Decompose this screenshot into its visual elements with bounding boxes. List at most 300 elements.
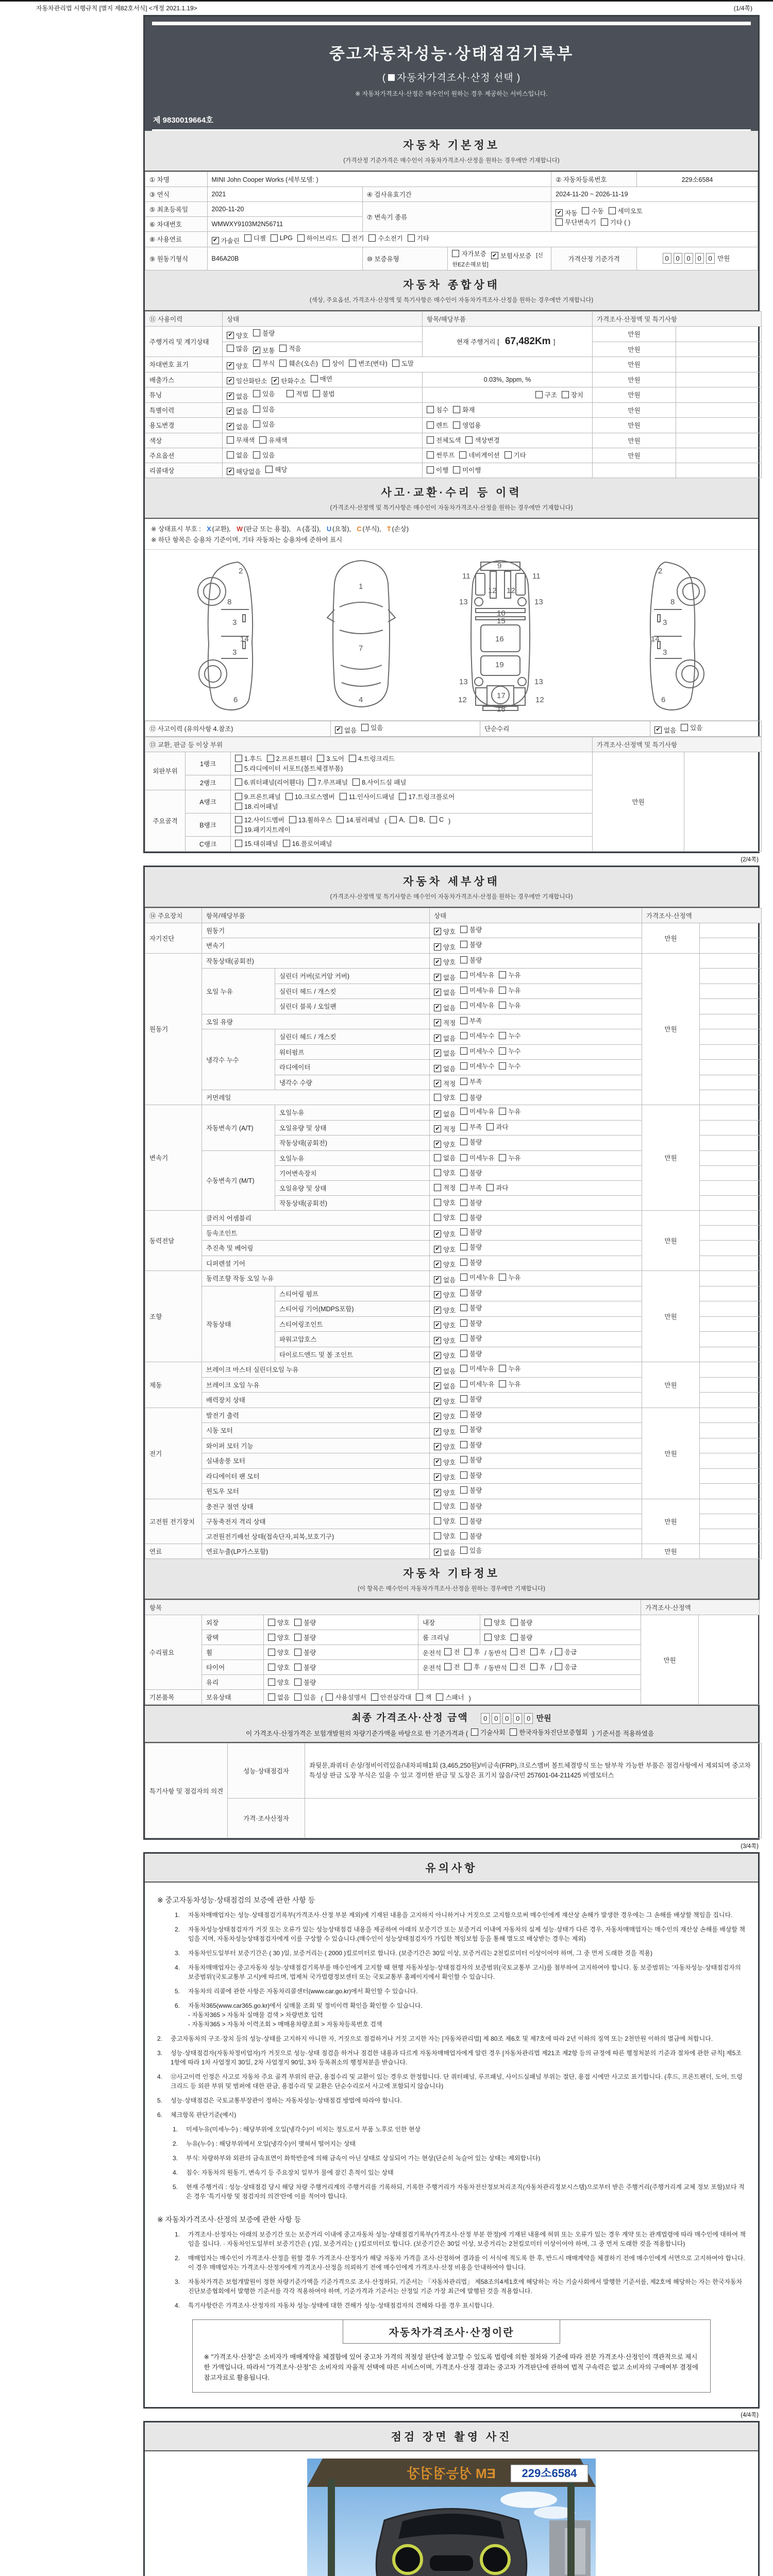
checkbox-부족[interactable] <box>460 1122 482 1131</box>
item-label: 원동기 <box>202 923 430 938</box>
checkbox-17.트렁크플로어[interactable] <box>399 792 455 801</box>
panel-number: 19 <box>495 660 504 669</box>
checkbox-부식[interactable] <box>253 359 275 368</box>
checkbox-불량[interactable] <box>460 1227 482 1236</box>
note-pre: 이 가격조사·산정가격은 보험개발원의 차량기준가액을 바탕으로 한 기준가격과 ( <box>245 1730 468 1737</box>
notice-line: 자동차365(www.car365.go.kr)에서 실매물 조회 및 정비이력 확인을 확인할 수 있습니다. <box>188 2002 423 2009</box>
checkbox-침수[interactable] <box>427 405 448 414</box>
checkbox-양호[interactable] <box>434 927 456 936</box>
checkbox-없음[interactable] <box>434 1109 456 1118</box>
checkbox-장치[interactable] <box>562 390 583 399</box>
checkbox-전[interactable] <box>444 1662 460 1671</box>
checkbox-7.루프패널[interactable] <box>308 777 348 787</box>
checkbox-없음[interactable] <box>434 1064 456 1073</box>
checkbox-누유[interactable] <box>499 986 520 995</box>
checkbox-스패너[interactable] <box>436 1692 464 1702</box>
checkbox-9.프론트패널[interactable] <box>235 792 281 801</box>
checkbox-12.사이드멤버[interactable] <box>235 815 284 824</box>
checkbox-있음[interactable] <box>253 404 275 414</box>
notes-cell <box>700 1514 762 1529</box>
checkbox-썬루프[interactable] <box>427 450 455 460</box>
checkbox-있음[interactable] <box>681 723 702 732</box>
checkbox-누유[interactable] <box>499 1153 520 1162</box>
checkbox-누유[interactable] <box>499 1364 520 1373</box>
checkbox-구조[interactable] <box>535 390 557 399</box>
checkbox-label: 불량 <box>469 1214 482 1222</box>
checkbox-기타[interactable] <box>408 233 429 243</box>
checkbox-보통[interactable] <box>253 346 275 355</box>
checkbox-불량[interactable] <box>460 1349 482 1358</box>
checkbox-양호[interactable] <box>434 1501 456 1511</box>
checkbox-불량[interactable] <box>460 1440 482 1449</box>
rank-label: C랭크 <box>186 836 231 851</box>
checkbox-label: 양호 <box>443 1459 456 1466</box>
checkbox-양호[interactable] <box>434 1442 456 1451</box>
item-label: 오일유량 및 상태 <box>275 1180 430 1195</box>
checkbox-없음[interactable] <box>434 1275 456 1284</box>
checkbox-label: 양호 <box>443 1199 456 1207</box>
checkbox-누유[interactable] <box>499 1379 520 1388</box>
checkbox-누수[interactable] <box>499 1061 520 1071</box>
row-label: 차대번호 표기 <box>145 357 223 372</box>
checkbox-없음[interactable] <box>434 1033 456 1043</box>
checkbox-불량[interactable] <box>294 1648 316 1657</box>
checkbox-기타 ( )[interactable] <box>601 217 630 227</box>
notice-line: - 자동차365 > 자동차 실매물 검색 > 차량번호 입력 <box>188 2011 323 2019</box>
row-label: 튜닝 <box>145 387 223 403</box>
checkbox-box <box>368 234 376 242</box>
sub-group-label: 작동상태 <box>202 1286 275 1362</box>
pricing-notice-text: 특기사항란은 가격조사·산정자의 자동차 성능·상태에 대한 견해가 성능·상태점검자의 견해와 다를 경우 표시합니다. <box>188 2302 494 2309</box>
notice-text: 성능·상태점검은 국토교통부장관이 정하는 자동차성능·상태점검 방법에 따라야 합니다. <box>171 2097 402 2104</box>
checkbox-양호[interactable] <box>434 1516 456 1526</box>
column-header: 항목/해당부품 <box>202 908 430 923</box>
checkbox-적정[interactable] <box>434 1079 456 1088</box>
checkbox-box <box>491 252 498 259</box>
checkbox-양호[interactable] <box>434 1412 456 1421</box>
checkbox-불량[interactable] <box>460 1093 482 1102</box>
checkbox-불량[interactable] <box>253 328 275 337</box>
checkbox-있음[interactable] <box>294 1692 316 1702</box>
checkbox-적법[interactable] <box>287 389 308 398</box>
checkbox-box <box>434 1367 441 1375</box>
checkbox-후[interactable] <box>530 1662 546 1671</box>
checkbox-양호[interactable] <box>434 1320 456 1330</box>
checkbox-16.플로어패널[interactable] <box>283 839 332 848</box>
checkbox-10.크로스멤버[interactable] <box>285 792 335 801</box>
status-options <box>430 1484 642 1499</box>
notice-text <box>188 2001 423 2029</box>
checkbox-label: 누유 <box>508 1002 521 1009</box>
overall-condition <box>145 311 762 478</box>
checkbox-무단변속기[interactable] <box>556 217 596 227</box>
header-stripe <box>152 22 751 25</box>
checkbox-양호[interactable] <box>434 1213 456 1222</box>
checkbox-있음[interactable] <box>460 1546 482 1555</box>
checkbox-label: 1.후드 <box>244 755 262 762</box>
checkbox-불량[interactable] <box>294 1633 316 1642</box>
checkbox-있음[interactable] <box>361 723 383 732</box>
item-label: 실린더 헤드 / 개스킷 <box>275 984 430 999</box>
checkbox-box <box>279 345 287 352</box>
checkbox-양호[interactable] <box>434 1427 456 1436</box>
accident-title: 사고·교환·수리 등 이력 <box>381 487 522 499</box>
checkbox-B,[interactable] <box>410 816 425 823</box>
checkbox-네비게이션[interactable] <box>459 450 499 460</box>
notes-cell <box>700 1468 762 1484</box>
checkbox-불량[interactable] <box>460 1485 482 1495</box>
checkbox-label: 있음 <box>262 452 275 459</box>
checkbox-양호[interactable] <box>434 942 456 952</box>
checkbox-후[interactable] <box>464 1662 480 1671</box>
checkbox-양호[interactable] <box>434 1458 456 1467</box>
column-header: 가격조사·산정액 및 특기사항 <box>593 737 762 752</box>
checkbox-양호[interactable] <box>434 1531 456 1540</box>
basic-info-table <box>145 172 758 270</box>
checkbox-응급[interactable] <box>555 1662 577 1671</box>
checkbox-응급[interactable] <box>555 1647 577 1656</box>
checkbox-미세누수[interactable] <box>460 1046 494 1056</box>
checkbox-없음[interactable] <box>227 392 248 401</box>
criteria-item <box>173 2125 746 2134</box>
rank-panel-line <box>235 839 588 849</box>
checkbox-양호[interactable] <box>434 1140 456 1149</box>
checkbox-box <box>267 755 274 762</box>
criteria-item <box>173 2154 746 2163</box>
checkbox-양호[interactable] <box>268 1648 290 1657</box>
checkbox-box <box>460 1259 467 1266</box>
price-digit: 0 <box>492 1713 500 1724</box>
checkbox-세미오토[interactable] <box>609 206 643 215</box>
checkbox-11.인사이드패널[interactable] <box>340 792 395 801</box>
checkbox-변조(변타)[interactable] <box>349 359 388 368</box>
checkbox-label: 양호 <box>443 1474 456 1481</box>
checkbox-전기[interactable] <box>342 233 364 243</box>
notes-cell <box>700 1165 762 1180</box>
checkbox-불량[interactable] <box>460 1137 482 1146</box>
checkbox-불량[interactable] <box>511 1633 532 1642</box>
checkbox-후[interactable] <box>464 1647 480 1656</box>
appraiser-remarks <box>305 1799 762 1838</box>
checkbox-잭[interactable] <box>416 1692 431 1702</box>
checkbox-없음[interactable] <box>434 1548 456 1557</box>
checkbox-양호[interactable] <box>434 1198 456 1207</box>
checkbox-불량[interactable] <box>460 1410 482 1419</box>
rect <box>476 688 487 705</box>
checkbox-불량[interactable] <box>294 1677 316 1687</box>
checkbox-불량[interactable] <box>460 1168 482 1177</box>
notes-cell <box>700 1180 762 1195</box>
checkbox-양호[interactable] <box>434 957 456 967</box>
checkbox-수동[interactable] <box>582 206 603 215</box>
field-label: ⑩ 보증유형 <box>362 247 448 270</box>
checkbox-기타[interactable] <box>505 450 526 460</box>
checkbox-누유[interactable] <box>499 1107 520 1116</box>
checkbox-양호[interactable] <box>268 1633 290 1642</box>
checkbox-후[interactable] <box>530 1647 546 1656</box>
checkbox-LPG[interactable] <box>271 234 293 242</box>
checkbox-불량[interactable] <box>460 1198 482 1207</box>
checkbox-label: 13.휠하우스 <box>298 816 332 824</box>
checkbox-양호[interactable] <box>268 1618 290 1627</box>
checkbox-일산화탄소[interactable] <box>227 376 267 385</box>
status-options <box>430 1060 642 1075</box>
checkbox-불량[interactable] <box>511 1618 532 1627</box>
checkbox-미세누유[interactable] <box>460 1273 494 1282</box>
checkbox-C[interactable] <box>430 816 444 823</box>
checkbox-매연[interactable] <box>311 374 332 383</box>
checkbox-box <box>427 421 434 429</box>
checkbox-label: 10.크로스멤버 <box>294 793 335 801</box>
checkbox-불량[interactable] <box>460 925 482 934</box>
checkbox-18.리어패널[interactable] <box>235 802 278 811</box>
checkbox-양호[interactable] <box>434 1336 456 1345</box>
tr <box>145 448 762 463</box>
checkbox-box <box>287 390 294 397</box>
panel-number: 13 <box>534 677 543 686</box>
status-options <box>430 938 642 954</box>
checkbox-불량[interactable] <box>460 1242 482 1251</box>
item-label: 브레이크 마스터 실린더오일 누유 <box>202 1362 430 1378</box>
notes-cell <box>684 752 762 851</box>
checkbox-해당없음[interactable] <box>227 467 261 476</box>
checkbox-미세누유[interactable] <box>460 1001 494 1010</box>
checkbox-label: 양호 <box>443 1307 456 1314</box>
checkbox-기술사회[interactable] <box>471 1727 505 1737</box>
subtitle-pre: ( <box>382 73 386 83</box>
checkbox-label: 불량 <box>469 1441 482 1449</box>
checkbox-양호[interactable] <box>434 1245 456 1254</box>
checkbox-자동[interactable] <box>556 208 577 217</box>
checkbox-불량[interactable] <box>460 1531 482 1540</box>
checkbox-label: 양호 <box>443 1489 456 1497</box>
checkbox-없음[interactable] <box>227 422 248 431</box>
checkbox-사용설명서[interactable] <box>326 1692 366 1702</box>
checkbox-box <box>253 420 260 428</box>
checkbox-3.도어[interactable] <box>317 754 344 763</box>
checkbox-양호[interactable] <box>434 1168 456 1177</box>
checkbox-불량[interactable] <box>460 1455 482 1464</box>
checkbox-없음[interactable] <box>434 1003 456 1012</box>
checkbox-14.필러패널[interactable] <box>337 815 380 824</box>
checkbox-불량[interactable] <box>460 1288 482 1297</box>
checkbox-미세누유[interactable] <box>460 1364 494 1373</box>
checkbox-불량[interactable] <box>460 1258 482 1267</box>
checkbox-label: 불량 <box>469 1304 482 1312</box>
checkbox-양호[interactable] <box>268 1663 290 1672</box>
checkbox-전[interactable] <box>444 1647 460 1656</box>
checkbox-없음[interactable] <box>434 1381 456 1391</box>
tr <box>145 202 758 217</box>
checkbox-없음[interactable] <box>227 406 248 416</box>
checkbox-있음[interactable] <box>253 419 275 429</box>
checkbox-미세누유[interactable] <box>460 1107 494 1116</box>
checkbox-많음[interactable] <box>227 344 248 353</box>
checkbox-불량[interactable] <box>460 1213 482 1222</box>
item-label: 작동상태(공회전) <box>275 1136 430 1151</box>
checkbox-box <box>460 1243 467 1250</box>
checkbox-이행[interactable] <box>427 465 448 474</box>
checkbox-양호[interactable] <box>268 1677 290 1687</box>
checkbox-불량[interactable] <box>460 1318 482 1328</box>
checkbox-미이행[interactable] <box>453 465 481 474</box>
checkbox-5.라디에이터 서포트(볼트체결부품)[interactable] <box>235 764 343 773</box>
checkbox-13.휠하우스[interactable] <box>289 815 332 824</box>
checkbox-누수[interactable] <box>499 1031 520 1040</box>
checkbox-미세누유[interactable] <box>460 986 494 995</box>
checkbox-탄화수소[interactable] <box>272 376 306 385</box>
notice-line: 자동차인도일부터 보증기간은 ( 30 )일, 보증거리는 ( 2000 )킬로미터로 합니다. (보증기간은 30일 이상, 보증거리는 2천킬로미터 이상이어야 하며, 그 중 먼저 도래한 것을 적용) <box>188 1950 653 1957</box>
checkbox-양호[interactable] <box>434 1260 456 1269</box>
checkbox-적정[interactable] <box>434 1124 456 1133</box>
field-label: ⑧ 사용연료 <box>145 232 208 247</box>
checkbox-해당[interactable] <box>265 465 287 474</box>
checkbox-훼손(오손)[interactable] <box>279 359 318 368</box>
checkbox-label: 양호 <box>443 1413 456 1420</box>
checkbox-불량[interactable] <box>460 1333 482 1343</box>
checkbox-불량[interactable] <box>460 1470 482 1480</box>
checkbox-양호[interactable] <box>227 331 248 340</box>
checkbox-전[interactable] <box>510 1662 526 1671</box>
checkbox-A,[interactable] <box>390 816 405 823</box>
checkbox-양호[interactable] <box>434 1306 456 1315</box>
checkbox-미세누유[interactable] <box>460 1379 494 1388</box>
checkbox-디젤[interactable] <box>244 233 266 243</box>
checkbox-불량[interactable] <box>460 1501 482 1511</box>
checkbox-적음[interactable] <box>279 344 301 353</box>
item-cell: 0.03%, 3ppm, % <box>423 372 593 387</box>
checkbox-양호[interactable] <box>434 1472 456 1482</box>
checkbox-box <box>289 816 296 823</box>
checkbox-label: 수소전기 <box>378 235 403 242</box>
checkbox-불량[interactable] <box>294 1663 316 1672</box>
item-label: 워터펌프 <box>275 1044 430 1060</box>
checkbox-label: 없음 <box>236 452 249 459</box>
checkbox-없음[interactable] <box>434 973 456 982</box>
checkbox-8.사이드실 패널[interactable] <box>352 777 406 787</box>
checkbox-15.대쉬패널[interactable] <box>235 839 278 848</box>
checkbox-수소전기[interactable] <box>368 233 402 243</box>
checkbox-없음[interactable] <box>434 1366 456 1376</box>
notes-cell <box>700 1210 762 1225</box>
checkbox-부족[interactable] <box>460 1077 482 1086</box>
checkbox-미세누수[interactable] <box>460 1061 494 1071</box>
checkbox-없음[interactable] <box>654 725 676 735</box>
checkbox-label: 6.쿼터패널(리어휀다) <box>244 779 304 786</box>
checkbox-누유[interactable] <box>499 1273 520 1282</box>
checkbox-없음[interactable] <box>335 725 357 735</box>
checkbox-자가보증[interactable] <box>452 249 486 258</box>
checkbox-색상변경[interactable] <box>465 435 499 445</box>
notes-cell <box>676 357 762 372</box>
checkbox-안전삼각대[interactable] <box>371 1692 411 1702</box>
checkbox-6.쿼터패널(리어휀다)[interactable] <box>235 777 304 787</box>
final-price-label: 최종 가격조사·산정 금액 <box>351 1713 468 1723</box>
checkbox-누유[interactable] <box>499 1001 520 1010</box>
checkbox-4.트렁크리드[interactable] <box>349 754 395 763</box>
price-cell <box>593 463 676 478</box>
checkbox-양호[interactable] <box>434 1397 456 1406</box>
checkbox-불법[interactable] <box>313 389 334 398</box>
checkbox-적정[interactable] <box>434 1018 456 1027</box>
checkbox-label: 양호 <box>494 1634 507 1641</box>
checkbox-양호[interactable] <box>434 1290 456 1299</box>
checkbox-없음[interactable] <box>268 1692 290 1702</box>
checkbox-box <box>285 793 293 800</box>
checkbox-label: 2.프론트휀더 <box>276 755 313 762</box>
checkbox-있음[interactable] <box>253 389 275 398</box>
accident-history-row <box>145 721 758 737</box>
checkbox-적정[interactable] <box>434 1183 456 1192</box>
checkbox-무채색[interactable] <box>227 435 255 445</box>
checkbox-화재[interactable] <box>453 405 475 414</box>
checkbox-누수[interactable] <box>499 1046 520 1056</box>
checkbox-전체도색[interactable] <box>427 435 461 445</box>
checkbox-box <box>460 1214 467 1221</box>
checkbox-2.프론트휀더[interactable] <box>267 754 313 763</box>
panel-number: 13 <box>459 598 468 606</box>
checkbox-불량[interactable] <box>460 1425 482 1434</box>
checkbox-label: 전 <box>519 1649 526 1656</box>
checkbox-불량[interactable] <box>460 955 482 964</box>
checkbox-양호[interactable] <box>434 1488 456 1497</box>
checkbox-미세누수[interactable] <box>460 1031 494 1040</box>
checkbox-미세누유[interactable] <box>460 1153 494 1162</box>
checkbox-가솔린[interactable] <box>212 236 240 245</box>
checkbox-과다[interactable] <box>486 1122 508 1131</box>
checkbox-렌트[interactable] <box>427 420 448 430</box>
checkbox-불량[interactable] <box>460 1303 482 1312</box>
item-label: 커먼레일 <box>202 1090 430 1105</box>
checkbox-부족[interactable] <box>460 1183 482 1192</box>
checkbox-부족[interactable] <box>460 1016 482 1025</box>
checkbox-누유[interactable] <box>499 970 520 979</box>
notice-line: - 자동차365 > 자동차 이력조회 > 매매용차량조회 > 자동차등록번호 검색 <box>188 2021 382 2028</box>
checkbox-양호[interactable] <box>484 1633 506 1642</box>
checkbox-불량[interactable] <box>294 1618 316 1627</box>
checkbox-하이브리드[interactable] <box>297 233 338 243</box>
checkbox-label: 일산화탄소 <box>236 378 267 385</box>
checkbox-양호[interactable] <box>434 1093 456 1102</box>
checkbox-상이[interactable] <box>323 359 344 368</box>
checkbox-미세누유[interactable] <box>460 970 494 979</box>
checkbox-전[interactable] <box>510 1647 526 1656</box>
checkbox-양호[interactable] <box>434 1229 456 1239</box>
checkbox-19.패키지트레이[interactable] <box>235 825 291 834</box>
checkbox-불량[interactable] <box>460 940 482 949</box>
checkbox-불량[interactable] <box>460 1516 482 1526</box>
checkbox-보험사보증[interactable] <box>491 251 531 260</box>
status-options <box>480 1615 641 1630</box>
checkbox-영업용[interactable] <box>453 420 481 430</box>
checkbox-유채색[interactable] <box>259 435 287 445</box>
checkbox-과다[interactable] <box>486 1183 508 1192</box>
price-cell: 만원 <box>593 402 676 418</box>
checkbox-없음[interactable] <box>227 450 248 460</box>
checkbox-양호[interactable] <box>484 1618 506 1627</box>
checkbox-불량[interactable] <box>460 1394 482 1403</box>
checkbox-도말[interactable] <box>392 359 414 368</box>
checkbox-양호[interactable] <box>434 1351 456 1360</box>
checkbox-한국자동차진단보증협회[interactable] <box>510 1727 587 1737</box>
checkbox-1.후드[interactable] <box>235 754 262 763</box>
checkbox-양호[interactable] <box>227 361 248 370</box>
checkbox-있음[interactable] <box>253 450 275 460</box>
checkbox-없음[interactable] <box>434 1153 456 1162</box>
checkbox-없음[interactable] <box>434 1048 456 1058</box>
checkbox-없음[interactable] <box>434 988 456 997</box>
checkbox-label: 불량 <box>469 1199 482 1207</box>
